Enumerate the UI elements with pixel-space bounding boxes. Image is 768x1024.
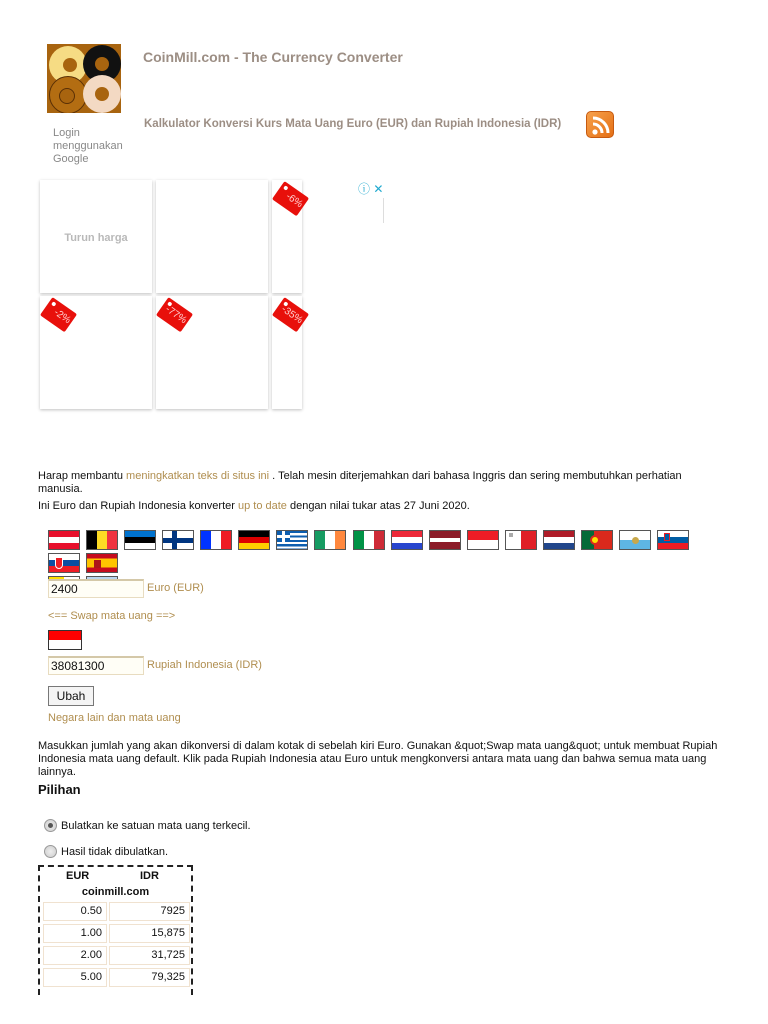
- col-header-idr[interactable]: IDR: [140, 870, 159, 882]
- no-round-label: Hasil tidak dibulatkan.: [61, 845, 169, 858]
- round-label: Bulatkan ke satuan mata uang terkecil.: [61, 819, 251, 832]
- table-cell-eur: 0.50: [43, 902, 107, 921]
- flag-estonia[interactable]: [124, 530, 156, 550]
- flag-netherlands[interactable]: [543, 530, 575, 550]
- table-cell-eur: 1.00: [43, 924, 107, 943]
- divider: [383, 198, 384, 223]
- page-subtitle: Kalkulator Konversi Kurs Mata Uang Euro (EUR) dan Rupiah Indonesia (IDR): [144, 118, 562, 130]
- update-text: dengan nilai tukar atas 27 Juni 2020.: [286, 500, 470, 512]
- radio-round[interactable]: [44, 819, 57, 832]
- flag-luxembourg[interactable]: [391, 530, 423, 550]
- info-icon[interactable]: ⓘ: [358, 182, 371, 196]
- instructions-text: Masukkan jumlah yang akan dikonversi di dalam kotak di sebelah kiri Euro. Gunakan &quot;Swap mata uang&quot; untuk membuat Rupiah Indonesia mata uang default. Klik pada Rupiah Indonesia atau Euro untuk mengkonversi antara mata uang dan bahwa semua mata uang lainnya.: [38, 740, 718, 778]
- eur-amount-input[interactable]: [48, 579, 144, 598]
- ad-tile[interactable]: [156, 296, 268, 409]
- ad-tile-text: Turun harga: [64, 232, 128, 244]
- table-cell-eur: 2.00: [43, 946, 107, 965]
- flag-italy[interactable]: [353, 530, 385, 550]
- discount-tag: -35%: [272, 297, 309, 332]
- improve-text-link[interactable]: meningkatkan teks di situs ini: [126, 470, 270, 482]
- flag-indonesia[interactable]: [48, 630, 82, 650]
- table-cell-idr: 15,875: [109, 924, 190, 943]
- rss-feed-icon[interactable]: [586, 111, 614, 138]
- flag-finland[interactable]: [162, 530, 194, 550]
- discount-tag: -6%: [272, 181, 309, 216]
- flag-greece[interactable]: [276, 530, 308, 550]
- ad-tile[interactable]: [40, 296, 152, 409]
- close-icon[interactable]: ✕: [373, 182, 384, 196]
- notice-text: Harap membantu: [38, 470, 127, 482]
- ad-controls: [358, 180, 383, 197]
- discount-tag: -77%: [156, 297, 193, 332]
- table-cell-idr: 31,725: [109, 946, 190, 965]
- swap-currency-link[interactable]: <== Swap mata uang ==>: [48, 610, 176, 622]
- ad-tile[interactable]: [272, 296, 305, 409]
- table-cell-idr: 7925: [109, 902, 190, 921]
- ad-tile[interactable]: [156, 180, 268, 293]
- update-notice: [38, 500, 728, 513]
- site-title[interactable]: CoinMill.com - The Currency Converter: [143, 49, 403, 65]
- flag-latvia[interactable]: [429, 530, 461, 550]
- table-cell-eur: 5.00: [43, 968, 107, 987]
- convert-button[interactable]: Ubah: [48, 686, 94, 706]
- discount-tag: -2%: [40, 297, 77, 332]
- flag-ireland[interactable]: [314, 530, 346, 550]
- col-header-eur[interactable]: EUR: [66, 870, 90, 882]
- flag-portugal[interactable]: [581, 530, 613, 550]
- notice-text: . Telah mesin diterjemahkan dari bahasa Inggris dan sering membutuhkan perhatian manusia.: [38, 470, 682, 495]
- table-site-label: coinmill.com: [81, 886, 150, 898]
- conversion-table: [38, 865, 193, 995]
- radio-no-round[interactable]: [44, 845, 57, 858]
- idr-amount-input[interactable]: [48, 656, 144, 675]
- flag-belgium[interactable]: [86, 530, 118, 550]
- options-heading: Pilihan: [38, 782, 81, 797]
- idr-currency-link[interactable]: Rupiah Indonesia (IDR): [147, 659, 262, 671]
- translation-notice: [38, 470, 728, 496]
- flag-france[interactable]: [200, 530, 232, 550]
- round-option[interactable]: [44, 819, 251, 832]
- flag-monaco[interactable]: [467, 530, 499, 550]
- ad-tile[interactable]: [40, 180, 152, 293]
- flag-austria[interactable]: [48, 530, 80, 550]
- flag-germany[interactable]: [238, 530, 270, 550]
- flag-slovenia[interactable]: [657, 530, 689, 550]
- other-countries-link[interactable]: Negara lain dan mata uang: [48, 712, 181, 724]
- flag-slovakia[interactable]: [48, 553, 80, 573]
- flag-spain[interactable]: [86, 553, 118, 573]
- no-round-option[interactable]: [44, 845, 168, 858]
- update-text: Ini Euro dan Rupiah Indonesia konverter: [38, 500, 238, 512]
- ad-banner[interactable]: [38, 178, 388, 413]
- ad-tile[interactable]: [272, 180, 305, 293]
- flag-san-marino[interactable]: [619, 530, 651, 550]
- up-to-date-link[interactable]: up to date: [237, 500, 287, 512]
- table-cell-idr: 79,325: [109, 968, 190, 987]
- login-google-link[interactable]: Login menggunakan Google: [53, 127, 123, 165]
- eur-currency-link[interactable]: Euro (EUR): [147, 582, 204, 594]
- flag-malta[interactable]: [505, 530, 537, 550]
- coinmill-logo[interactable]: [47, 44, 121, 113]
